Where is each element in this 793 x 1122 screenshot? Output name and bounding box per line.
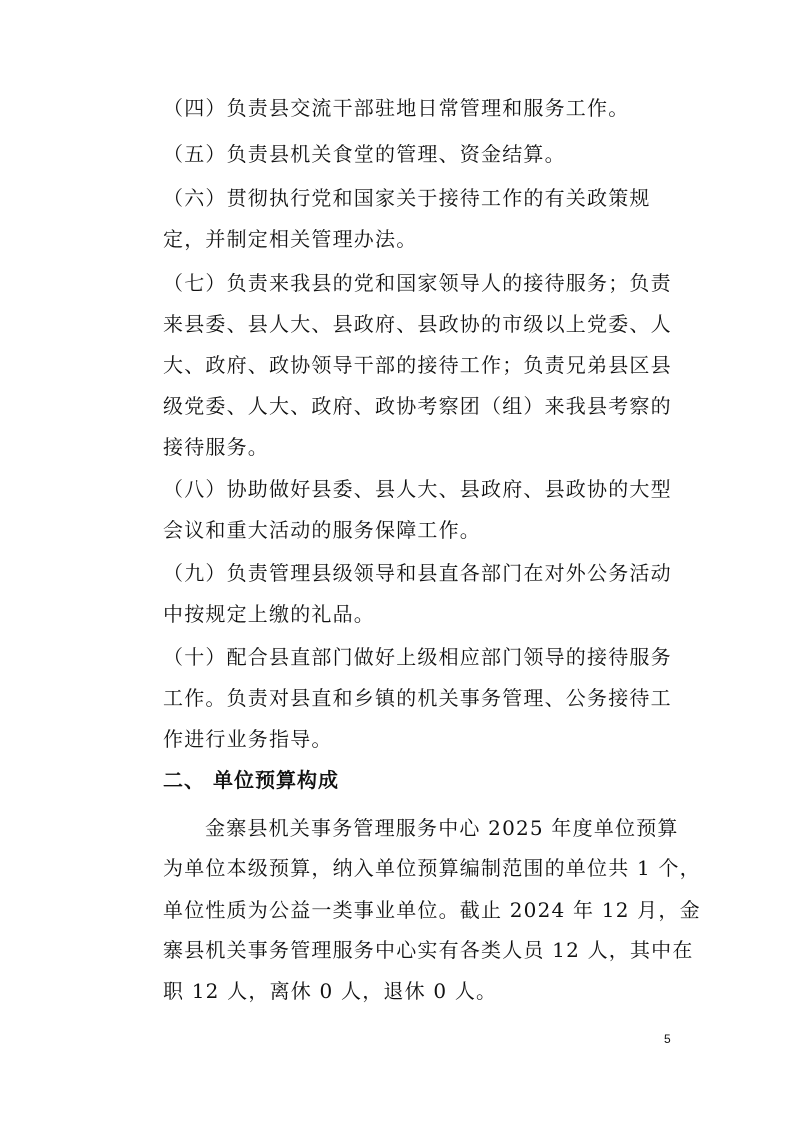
body-paragraph-line-5: 职 12 人，离休 0 人，退休 0 人。 [163,979,498,1003]
body-paragraph-line-2: 为单位本级预算，纳入单位预算编制范围的单位共 1 个， [163,856,701,880]
text-line-duty-8: （八）协助做好县委、县人大、县政府、县政协的大型 [163,477,672,501]
page-number: 5 [664,1032,671,1046]
text-line-duty-7-cont-2: 大、政府、政协领导干部的接待工作；负责兄弟县区县 [163,353,672,377]
text-line-duty-4: （四）负责县交流干部驻地日常管理和服务工作。 [163,96,630,120]
text-line-duty-7-cont-4: 接待服务。 [163,435,269,459]
text-line-duty-10: （十）配合县直部门做好上级相应部门领导的接待服务 [163,645,672,669]
text-line-duty-6: （六）贯彻执行党和国家关于接待工作的有关政策规 [163,186,651,210]
text-line-duty-8-cont: 会议和重大活动的服务保障工作。 [163,518,481,542]
text-line-duty-6-cont: 定，并制定相关管理办法。 [163,227,418,251]
text-line-duty-7: （七）负责来我县的党和国家领导人的接待服务；负责 [163,271,672,295]
body-paragraph-line-3: 单位性质为公益一类事业单位。截止 2024 年 12 月，金 [163,898,701,922]
section-heading: 二、 单位预算构成 [163,768,339,792]
body-paragraph-line-1: 金寨县机关事务管理服务中心 2025 年度单位预算 [205,816,679,840]
text-line-duty-10-cont-2: 作进行业务指导。 [163,727,333,751]
text-line-duty-10-cont-1: 工作。负责对县直和乡镇的机关事务管理、公务接待工 [163,686,672,710]
text-line-duty-7-cont-3: 级党委、人大、政府、政协考察团（组）来我县考察的 [163,394,672,418]
text-line-duty-9-cont: 中按规定上缴的礼品。 [163,602,375,626]
text-line-duty-9: （九）负责管理县级领导和县直各部门在对外公务活动 [163,561,672,585]
text-line-duty-5: （五）负责县机关食堂的管理、资金结算。 [163,142,566,166]
body-paragraph-line-4: 寨县机关事务管理服务中心实有各类人员 12 人，其中在 [163,938,694,962]
text-line-duty-7-cont-1: 来县委、县人大、县政府、县政协的市级以上党委、人 [163,312,672,336]
